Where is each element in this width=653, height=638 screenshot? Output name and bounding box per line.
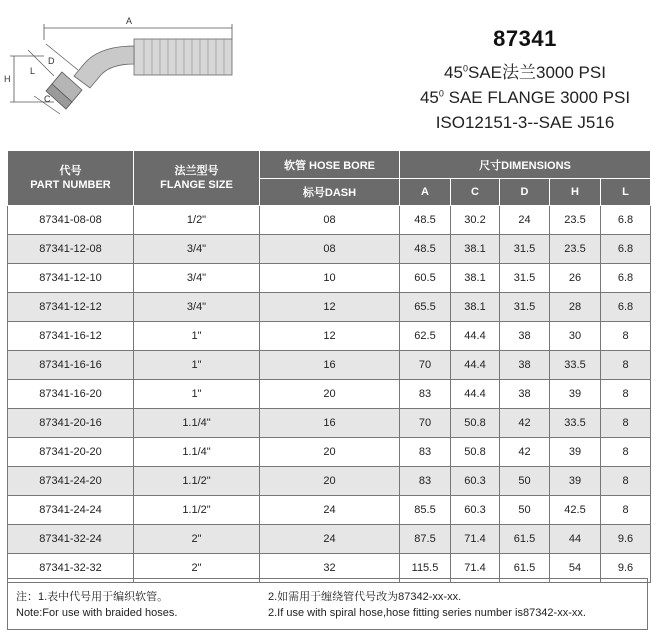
cell-part: 87341-12-10 [8,264,134,293]
cell-part: 87341-24-24 [8,496,134,525]
cell-part: 87341-16-12 [8,322,134,351]
cell-flange: 1/2" [134,206,260,235]
cell-d: 61.5 [500,525,550,554]
header-col-a: A [400,179,451,206]
cell-h: 42.5 [550,496,601,525]
cell-flange: 1.1/2" [134,496,260,525]
cell-c: 50.8 [451,409,500,438]
cell-c: 71.4 [451,525,500,554]
cell-dash: 12 [260,293,400,322]
cell-l: 6.8 [601,235,651,264]
cell-h: 39 [550,467,601,496]
header-hose-bore: 软管 HOSE BORE [260,151,400,179]
cell-dash: 20 [260,380,400,409]
table-row [8,235,651,264]
cell-h: 28 [550,293,601,322]
cell-d: 31.5 [500,293,550,322]
label-h: H [4,74,11,84]
table-row [8,467,651,496]
cell-d: 38 [500,351,550,380]
part-number-title: 87341 [493,26,557,51]
cell-c: 38.1 [451,235,500,264]
cell-h: 30 [550,322,601,351]
header-dash: 标号DASH [260,179,400,206]
cell-l: 6.8 [601,293,651,322]
cell-h: 26 [550,264,601,293]
cell-l: 9.6 [601,525,651,554]
table-row [8,293,651,322]
cell-dash: 20 [260,438,400,467]
note-1-en: Note:For use with braided hoses. [16,607,178,619]
cell-flange: 3/4" [134,235,260,264]
cell-d: 61.5 [500,554,550,583]
cell-h: 33.5 [550,351,601,380]
cell-part: 87341-16-16 [8,351,134,380]
note-2-cn: 2.如需用于缠绕管代号改为87342-xx-xx. [268,591,462,603]
cell-l: 8 [601,380,651,409]
cell-a: 70 [400,409,451,438]
cell-part: 87341-16-20 [8,380,134,409]
header [0,0,653,150]
cell-dash: 08 [260,235,400,264]
label-a: A [126,16,133,26]
cell-h: 33.5 [550,409,601,438]
cell-h: 39 [550,438,601,467]
header-part-number: 代号 PART NUMBER [8,151,134,206]
cell-a: 48.5 [400,235,451,264]
cell-c: 60.3 [451,467,500,496]
cell-a: 60.5 [400,264,451,293]
table-row [8,380,651,409]
cell-dash: 20 [260,467,400,496]
cell-c: 44.4 [451,380,500,409]
cell-dash: 12 [260,322,400,351]
cell-dash: 10 [260,264,400,293]
cell-c: 30.2 [451,206,500,235]
cell-d: 31.5 [500,264,550,293]
cell-d: 42 [500,409,550,438]
notes-box [7,578,648,630]
cell-h: 54 [550,554,601,583]
cell-l: 9.6 [601,554,651,583]
cell-c: 38.1 [451,293,500,322]
cell-l: 6.8 [601,206,651,235]
table-row [8,438,651,467]
cell-a: 70 [400,351,451,380]
cell-l: 8 [601,438,651,467]
header-col-h: H [550,179,601,206]
note-1-cn: 注：1.表中代号用于编织软管。 [16,591,169,603]
standard-line: ISO12151-3--SAE J516 [435,113,615,132]
title-block [400,26,650,135]
cell-a: 115.5 [400,554,451,583]
note-2-en: 2.If use with spiral hose,hose fitting series number is87342-xx-xx. [268,607,586,619]
spec-table [7,150,651,583]
table-row [8,525,651,554]
subtitle-cn: $45^0SAE$法兰3000 PSI [444,63,606,82]
cell-h: 44 [550,525,601,554]
cell-d: 50 [500,496,550,525]
cell-part: 87341-24-20 [8,467,134,496]
cell-flange: 3/4" [134,264,260,293]
cell-flange: 1" [134,380,260,409]
table-row [8,322,651,351]
cell-dash: 16 [260,351,400,380]
table-row [8,409,651,438]
cell-part: 87341-32-32 [8,554,134,583]
cell-flange: 1.1/4" [134,438,260,467]
table-row [8,496,651,525]
cell-a: 65.5 [400,293,451,322]
cell-h: 39 [550,380,601,409]
cell-flange: 2" [134,525,260,554]
cell-l: 8 [601,322,651,351]
cell-l: 8 [601,351,651,380]
cell-dash: 08 [260,206,400,235]
cell-c: 60.3 [451,496,500,525]
note-2 [268,589,586,621]
cell-part: 87341-12-12 [8,293,134,322]
cell-c: 44.4 [451,322,500,351]
label-l: L [30,66,36,76]
cell-l: 6.8 [601,264,651,293]
cell-dash: 24 [260,525,400,554]
label-d: D [48,56,55,66]
cell-d: 50 [500,467,550,496]
cell-c: 38.1 [451,264,500,293]
bent-tube-shape [74,46,134,88]
cell-d: 38 [500,380,550,409]
table-row [8,351,651,380]
cell-part: 87341-08-08 [8,206,134,235]
subtitle-en: $45^0$ SAE FLANGE 3000 PSI [419,88,631,107]
cell-d: 31.5 [500,235,550,264]
cell-flange: 3/4" [134,293,260,322]
cell-l: 8 [601,409,651,438]
cell-a: 83 [400,380,451,409]
cell-part: 87341-20-16 [8,409,134,438]
cell-flange: 1" [134,322,260,351]
cell-a: 83 [400,467,451,496]
cell-d: 42 [500,438,550,467]
header-col-c: C [451,179,500,206]
cell-a: 62.5 [400,322,451,351]
cell-dash: 16 [260,409,400,438]
cell-h: 23.5 [550,206,601,235]
fitting-diagram [4,6,234,116]
cell-d: 38 [500,322,550,351]
header-col-l: L [601,179,651,206]
cell-dash: 32 [260,554,400,583]
note-1 [16,589,177,621]
ferrule-shape [134,39,232,75]
header-flange-size: 法兰型号 FLANGE SIZE [134,151,260,206]
cell-part: 87341-12-08 [8,235,134,264]
cell-c: 50.8 [451,438,500,467]
cell-part: 87341-32-24 [8,525,134,554]
cell-a: 85.5 [400,496,451,525]
cell-l: 8 [601,496,651,525]
cell-flange: 1.1/4" [134,409,260,438]
cell-dash: 24 [260,496,400,525]
cell-a: 83 [400,438,451,467]
header-col-d: D [500,179,550,206]
cell-l: 8 [601,467,651,496]
cell-c: 44.4 [451,351,500,380]
cell-flange: 1" [134,351,260,380]
cell-h: 23.5 [550,235,601,264]
cell-flange: 1.1/2" [134,467,260,496]
cell-part: 87341-20-20 [8,438,134,467]
cell-flange: 2" [134,554,260,583]
table-row [8,206,651,235]
cell-d: 24 [500,206,550,235]
table-row [8,264,651,293]
cell-a: 48.5 [400,206,451,235]
cell-a: 87.5 [400,525,451,554]
label-c: C [44,94,51,104]
header-dimensions: 尺寸DIMENSIONS [400,151,651,179]
cell-c: 71.4 [451,554,500,583]
